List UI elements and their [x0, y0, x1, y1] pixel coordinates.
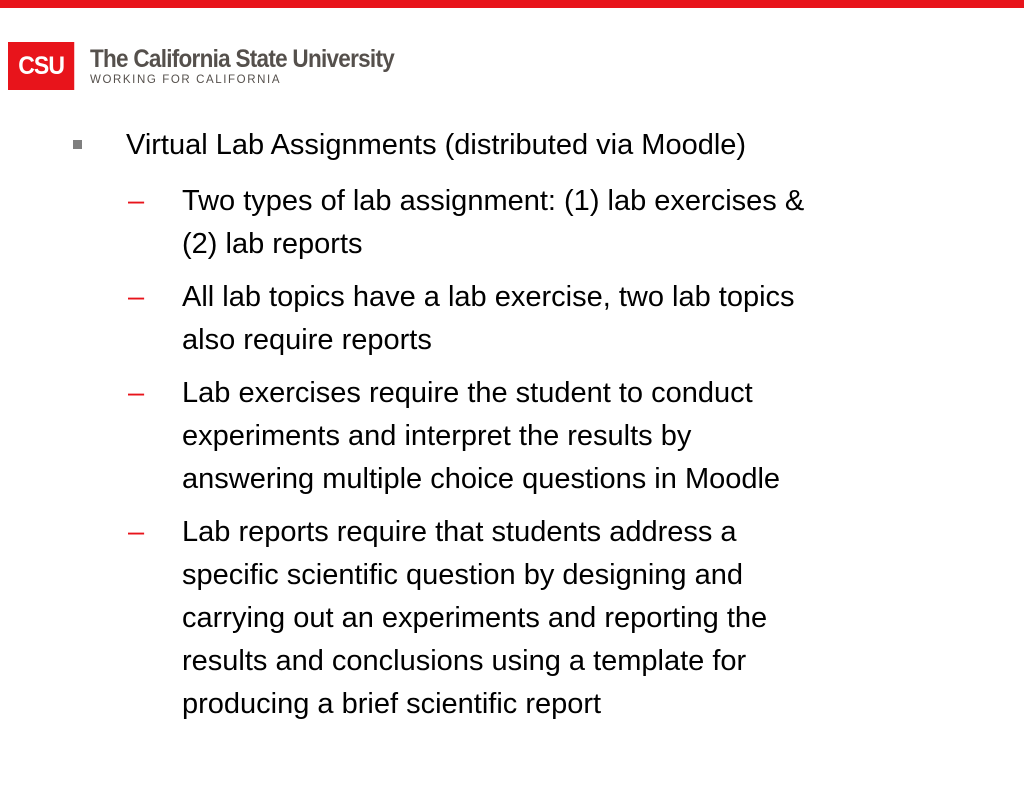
sub-bullet-item	[128, 180, 988, 266]
dash-bullet-icon: –	[128, 185, 145, 217]
top-red-bar	[0, 0, 1024, 8]
csu-logo-text	[90, 46, 428, 87]
square-bullet-icon	[73, 140, 82, 149]
main-bullet-text: Virtual Lab Assignments (distributed via Moodle)	[126, 129, 747, 161]
logo-title: The California State University	[90, 44, 395, 73]
dash-bullet-icon: –	[128, 281, 145, 313]
sub-bullet-line: producing a brief scientific report	[182, 688, 602, 720]
sub-bullet-line: specific scientific question by designing and	[182, 559, 743, 591]
sub-bullet-line: experiments and interpret the results by	[182, 420, 692, 452]
sub-bullet-item	[128, 276, 988, 362]
sub-bullet-line: also require reports	[182, 324, 432, 356]
sub-bullet-line: All lab topics have a lab exercise, two lab topics	[182, 281, 795, 313]
dash-bullet-icon: –	[128, 516, 145, 548]
sub-bullet-text	[182, 276, 982, 362]
sub-bullet-text	[182, 372, 982, 501]
sub-bullet-line: Two types of lab assignment: (1) lab exercises &	[182, 185, 805, 217]
sub-bullet-line: Lab exercises require the student to conduct	[182, 377, 753, 409]
sub-bullet-text	[182, 180, 982, 266]
sub-bullet-line: (2) lab reports	[182, 228, 363, 260]
logo-subtitle: WORKING FOR CALIFORNIA	[90, 73, 282, 86]
sub-bullet-line: Lab reports require that students address a	[182, 516, 737, 548]
sub-bullet-line: results and conclusions using a template for	[182, 645, 747, 677]
sub-bullet-line: carrying out an experiments and reporting the	[182, 602, 768, 634]
dash-bullet-icon: –	[128, 377, 145, 409]
sub-bullet-text	[182, 511, 982, 726]
sub-bullet-item	[128, 372, 988, 501]
sub-bullet-item	[128, 511, 988, 726]
csu-logo-badge: CSU	[8, 42, 74, 90]
csu-logo	[8, 42, 428, 90]
sub-bullet-line: answering multiple choice questions in Moodle	[182, 463, 781, 495]
sub-bullet-list	[128, 180, 988, 736]
